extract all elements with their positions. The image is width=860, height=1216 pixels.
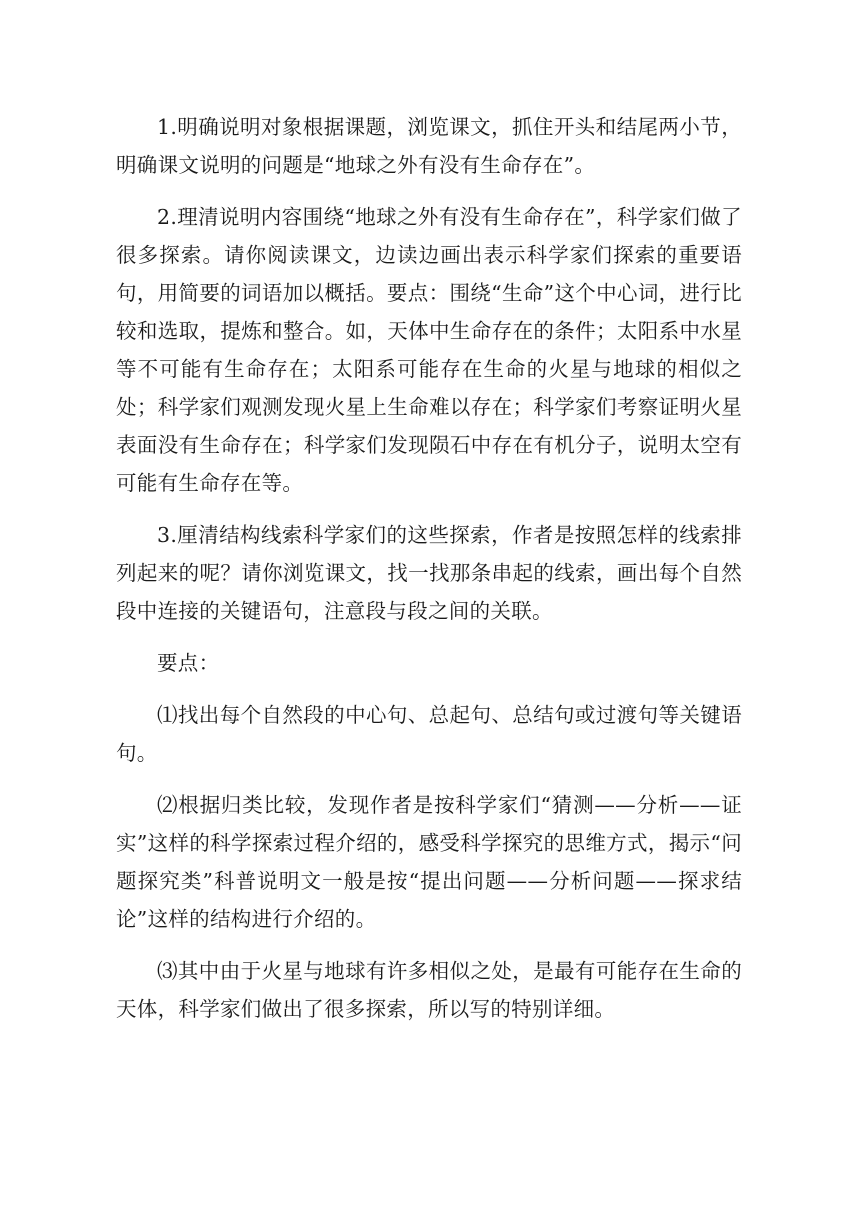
paragraph-key-points-heading: 要点： <box>157 651 220 675</box>
document-body <box>116 108 742 1028</box>
paragraph-point-1: ⑴找出每个自然段的中心句、总起句、总结句或过渡句等关键语句。 <box>116 703 742 765</box>
paragraph-point-3: ⑶其中由于火星与地球有许多相似之处，是最有可能存在生命的天体，科学家们做出了很多探索，所以写的特别详细。 <box>116 959 742 1021</box>
paragraph-point-2: ⑵根据归类比较，发现作者是按科学家们“猜测——分析——证实”这样的科学探索过程介绍的，感受科学探究的思维方式，揭示“问题探究类”科普说明文一般是按“提出问题——分析问题——探求结论”这样的结构进行介绍的。 <box>116 793 742 931</box>
paragraph-1: 1.明确说明对象根据课题，浏览课文，抓住开头和结尾两小节，明确课文说明的问题是“地球之外有没有生命存在”。 <box>116 115 742 177</box>
paragraph-2: 2.理清说明内容围绕“地球之外有没有生命存在”，科学家们做了很多探索。请你阅读课文，边读边画出表示科学家们探索的重要语句，用简要的词语加以概括。要点：围绕“生命”这个中心词，进行比较和选取，提炼和整合。如，天体中生命存在的条件；太阳系中水星等不可能有生命存在；太阳系可能存在生命的火星与地球的相似之处；科学家们观测发现火星上生命难以存在；科学家们考察证明火星表面没有生命存在；科学家们发现陨石中存在有机分子，说明太空有可能有生命存在等。 <box>116 205 742 495</box>
paragraph-3: 3.厘清结构线索科学家们的这些探索，作者是按照怎样的线索排列起来的呢？请你浏览课文，找一找那条串起的线索，画出每个自然段中连接的关键语句，注意段与段之间的关联。 <box>116 523 742 623</box>
